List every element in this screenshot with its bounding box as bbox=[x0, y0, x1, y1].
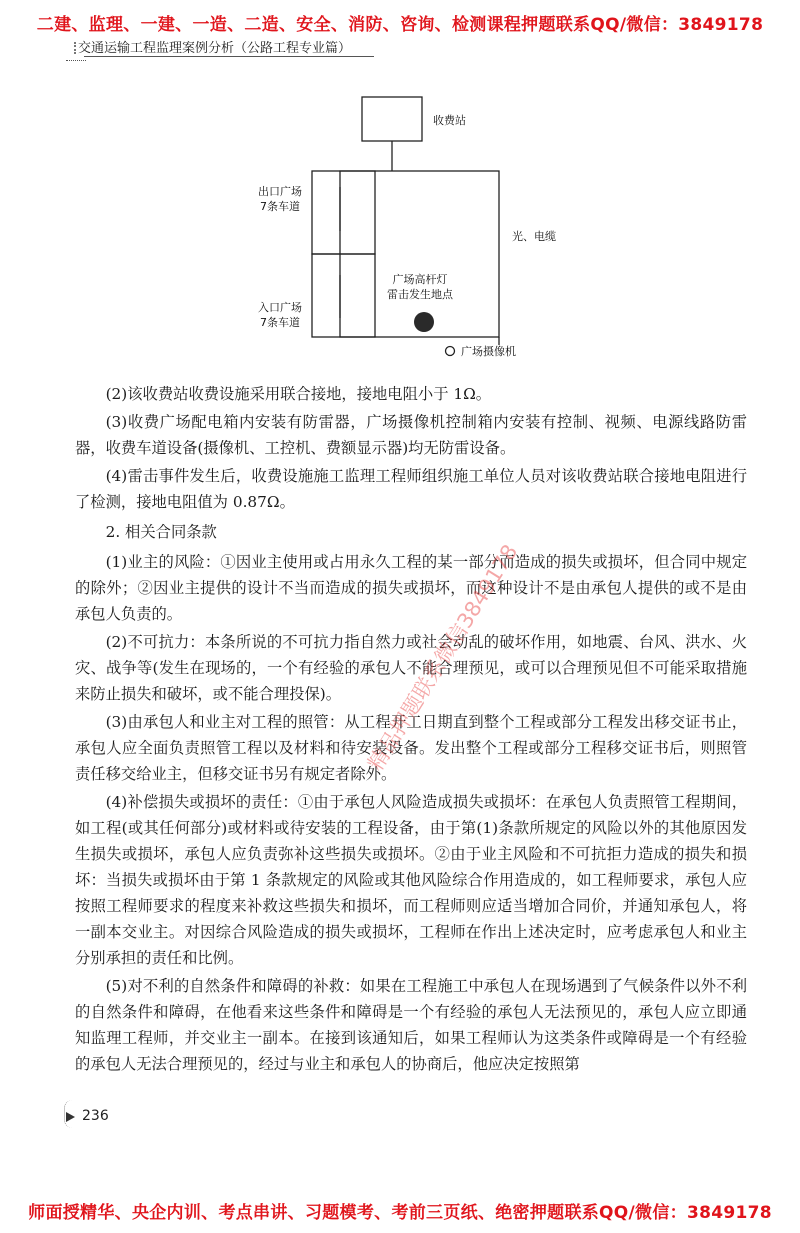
entry-plaza-label: 入口广场 7条车道 bbox=[258, 301, 302, 329]
paragraph: (3)收费广场配电箱内安装有防雷器，广场摄像机控制箱内安装有控制、视频、电源线路防雷器，收费车道设备(摄像机、工控机、费额显示器)均无防雷设备。 bbox=[75, 413, 747, 457]
promo-banner-top: 二建、监理、一建、一造、二造、安全、消防、咨询、检测课程押题联系QQ/微信：3849178 bbox=[36, 15, 764, 35]
paragraph: (3)由承包人和业主对工程的照管：从工程开工日期直到整个工程或部分工程发出移交证书止，承包人应全面负责照管工程以及材料和待安装设备。发出整个工程或部分工程移交证书后，则照管责任移交给业主，但移交证书另有规定者除外。 bbox=[75, 713, 747, 783]
toll-station-diagram bbox=[0, 0, 800, 380]
exit-plaza-box bbox=[312, 171, 375, 254]
camera-marker bbox=[446, 347, 455, 356]
paragraph: (4)补偿损失或损坏的责任：①由于承包人风险造成损失或损坏：在承包人负责照管工程期间，如工程(或其任何部分)或材料或待安装的工程设备，由于第(1)条款所规定的风险以外的其他原因发生损失或损坏，承包人应负责弥补这些损失或损坏。②由于业主风险和不可抗拒力造成的损失和损坏：当损失或损坏由于第 1 条款规定的风险或其他风险综合作用造成的，如工程师要求，承包人应按照工程师要求的程度来补救这些损失和损坏，而工程师则应适当增加合同价，并通知承包人，将一副本交业主。对因综合风险造成的损失或损坏，工程师在作出上述决定时，应考虑承包人和业主分别承担的责任和比例。 bbox=[75, 793, 747, 967]
watermark: 精品押题联系微信3849178 bbox=[363, 540, 523, 775]
lightning-point-label: 广场高杆灯 雷击发生地点 bbox=[387, 273, 453, 301]
toll-station-box bbox=[362, 97, 422, 141]
page-arrow-icon bbox=[66, 1112, 75, 1122]
paragraph: (2)该收费站收费设施采用联合接地，接地电阻小于 1Ω。 bbox=[105, 385, 492, 403]
promo-banner-bottom: 师面授精华、央企内训、考点串讲、习题模考、考前三页纸、绝密押题联系QQ/微信：3849178 bbox=[28, 1203, 772, 1223]
section-heading: 2. 相关合同条款 bbox=[105, 523, 217, 541]
camera-label: 广场摄像机 bbox=[461, 345, 516, 358]
paragraph: (2)不可抗力：本条所说的不可抗力指自然力或社会动乱的破坏作用，如地震、台风、洪水、火灾、战争等(发生在现场的，一个有经验的承包人不能合理预见，或可以合理预见但不可能采取措施来防止损失和破坏，或不能合理投保)。 bbox=[75, 633, 747, 703]
toll-station-label: 收费站 bbox=[433, 114, 466, 127]
entry-plaza-box bbox=[312, 254, 375, 337]
paragraph: (4)雷击事件发生后，收费设施施工监理工程师组织施工单位人员对该收费站联合接地电阻进行了检测，接地电阻值为 0.87Ω。 bbox=[75, 467, 747, 511]
cable-label: 光、电缆 bbox=[512, 230, 556, 243]
page-number: 236 bbox=[82, 1108, 109, 1124]
exit-plaza-label: 出口广场 7条车道 bbox=[258, 185, 302, 213]
lightning-point-marker bbox=[414, 312, 434, 332]
running-head: 交通运输工程监理案例分析（公路工程专业篇） bbox=[78, 41, 352, 56]
paragraph: (1)业主的风险：①因业主使用或占用永久工程的某一部分而造成的损失或损坏，但合同中规定的除外；②因业主提供的设计不当而造成的损失或损坏，而这种设计不是由承包人提供的或不是由承包人负责的。 bbox=[75, 553, 747, 623]
paragraph: (5)对不利的自然条件和障碍的补救：如果在工程施工中承包人在现场遇到了气候条件以外不利的自然条件和障碍，在他看来这些条件和障碍是一个有经验的承包人无法预见的，承包人应立即通知监理工程师，并交业主一副本。在接到该通知后，如果工程师认为这类条件或障碍是一个有经验的承包人无法合理预见的，经过与业主和承包人的协商后，他应决定按照第 bbox=[75, 977, 747, 1073]
